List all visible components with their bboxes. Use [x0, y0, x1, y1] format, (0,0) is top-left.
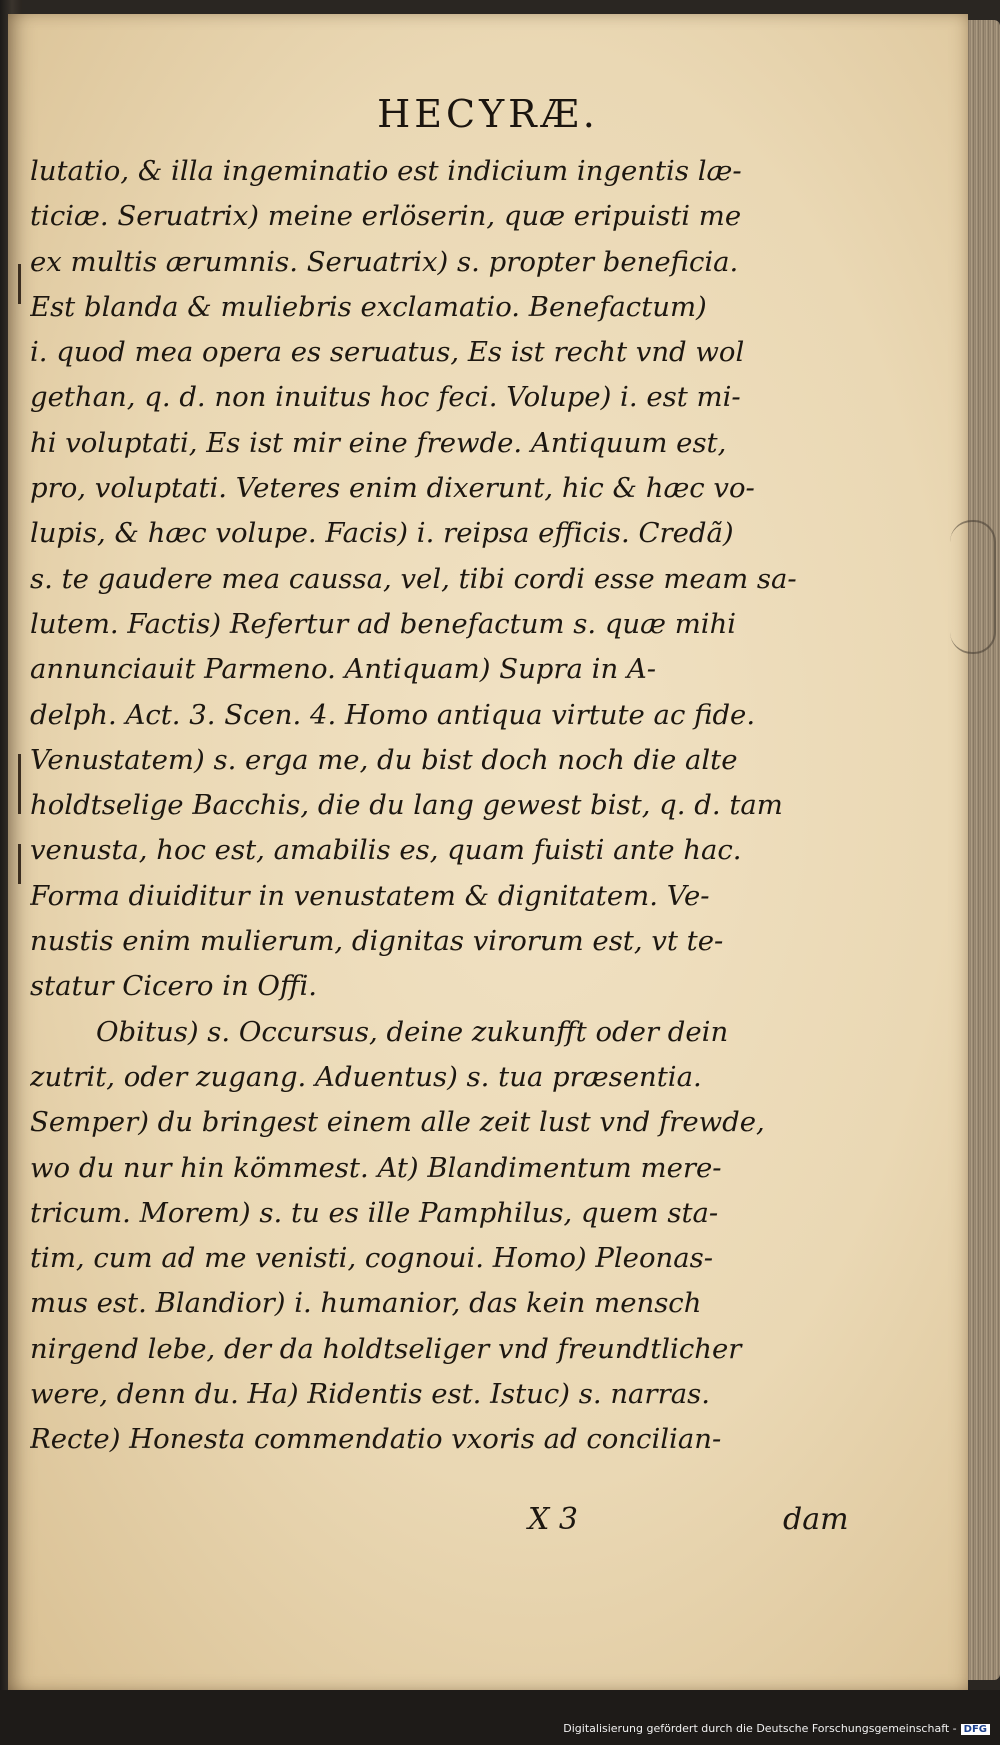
text-line: Recte) Honesta commendatio vxoris ad concilian- [30, 1423, 722, 1456]
text-line: ex multis ærumnis. Seruatrix) s. propter beneficia. [30, 245, 739, 278]
margin-mark [18, 844, 21, 884]
text-line: annunciauit Parmeno. Antiquam) Supra in A- [30, 653, 657, 686]
scan-bottom-band [0, 1690, 1000, 1745]
text-line: statur Cicero in Offi. [30, 970, 317, 1003]
page-clip [950, 520, 996, 654]
text-line: Est blanda & muliebris exclamatio. Benefactum) [30, 290, 707, 323]
text-line: lutatio, & illa ingeminatio est indicium ingentis læ- [30, 155, 742, 187]
digitization-credit [563, 1722, 990, 1735]
text-line: holdtselige Bacchis, die du lang gewest bist, q. d. tam [30, 789, 783, 822]
text-line: Semper) du bringest einem alle zeit lust vnd frewde, [30, 1106, 765, 1139]
text-line: Forma diuiditur in venustatem & dignitatem. Ve- [30, 879, 710, 912]
catchword: dam [783, 1502, 849, 1537]
text-line: Venustatem) s. erga me, du bist doch noch die alte [30, 743, 738, 776]
dfg-logo: DFG [961, 1724, 990, 1735]
text-line: mus est. Blandior) i. humanior, das kein mensch [30, 1287, 702, 1320]
credit-text: Digitalisierung gefördert durch die Deutsche Forschungsgemeinschaft - [563, 1722, 957, 1735]
text-line: zutrit, oder zugang. Aduentus) s. tua præsentia. [30, 1060, 702, 1093]
text-line: i. quod mea opera es seruatus, Es ist recht vnd wol [30, 336, 745, 369]
text-line: gethan, q. d. non inuitus hoc feci. Volupe) i. est mi- [30, 381, 741, 414]
text-line: Obitus) s. Occursus, deine zukunfft oder dein [96, 1015, 729, 1048]
book-fore-edge [965, 20, 1000, 1680]
running-head: HECYRÆ. [377, 92, 599, 136]
text-line: lupis, & hæc volupe. Facis) i. reipsa efficis. Credã) [30, 517, 734, 550]
text-line: ticiæ. Seruatrix) meine erlöserin, quæ eripuisti me [30, 200, 742, 233]
text-line: wo du nur hin kömmest. At) Blandimentum mere- [30, 1151, 722, 1184]
text-line: pro, voluptati. Veteres enim dixerunt, hic & hæc vo- [30, 472, 755, 505]
text-line: delph. Act. 3. Scen. 4. Homo antiqua virtute ac fide. [30, 698, 756, 731]
book-page [8, 14, 968, 1690]
margin-mark [18, 754, 21, 814]
text-line: tim, cum ad me venisti, cognoui. Homo) Pleonas- [30, 1242, 714, 1275]
text-line: s. te gaudere mea caussa, vel, tibi cordi esse meam sa- [30, 562, 797, 595]
signature-mark: X 3 [528, 1502, 578, 1537]
text-line: hi voluptati, Es ist mir eine frewde. Antiquum est, [30, 426, 727, 459]
margin-mark [18, 264, 21, 304]
text-line: nustis enim mulierum, dignitas virorum est, vt te- [30, 925, 724, 958]
text-line: lutem. Factis) Refertur ad benefactum s. quæ mihi [30, 607, 737, 640]
text-line: tricum. Morem) s. tu es ille Pamphilus, quem sta- [30, 1196, 719, 1229]
text-line: venusta, hoc est, amabilis es, quam fuisti ante hac. [30, 834, 742, 867]
text-line: nirgend lebe, der da holdtseliger vnd freundtlicher [30, 1332, 742, 1365]
body-text [30, 149, 820, 1463]
text-line: were, denn du. Ha) Ridentis est. Istuc) s. narras. [30, 1378, 710, 1411]
